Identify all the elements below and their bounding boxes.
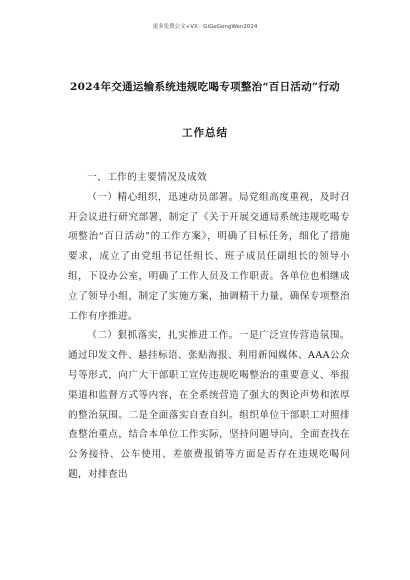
document-subtitle: 工作总结: [182, 127, 228, 139]
body-paragraph: （二）狠抓落实，扎实推进工作。一是广泛宣传营造氛围。通过印发文件、悬挂标语、张贴海报、利用新闻媒体、AAA公众号等形式，向广大干部职工宣传违规吃喝整治的重要意义、举报渠道和监督方式等内容，在全系统营造了强大的舆论声势和浓厚的整治氛围。二是全面落实自查自纠。组织单位干部职工对照排查整治重点，结合本单位工作实际，坚持问题导向，全面查找在公务接待、公车使用、差旅费报销等方面是否存在违规吃喝问题，对排查出: [68, 330, 350, 480]
body-paragraph: （一）精心组织，迅速动员部署。局党组高度重视，及时召开会议进行研究部署，制定了《关于开展交通局系统违规吃喝专项整治“百日活动”的工作方案》，明确了目标任务，细化了措施要求，成立了由党组书记任组长、班子成员任副组长的领导小组，下设办公室，明确了工作人员及工作职责。各单位也相继成立了领导小组，制定了实施方案，抽调精干力量，确保专项整治工作有序推进。: [68, 191, 350, 322]
document-title: 2024年交通运输系统违规吃喝专项整治“百日活动”行动: [70, 81, 340, 93]
page-header-note: 更多免费公文+VX：GiGeGongWen2024: [152, 24, 258, 30]
document-body: [68, 168, 350, 485]
section-heading: 一、工作的主要情况及成效: [87, 172, 208, 183]
